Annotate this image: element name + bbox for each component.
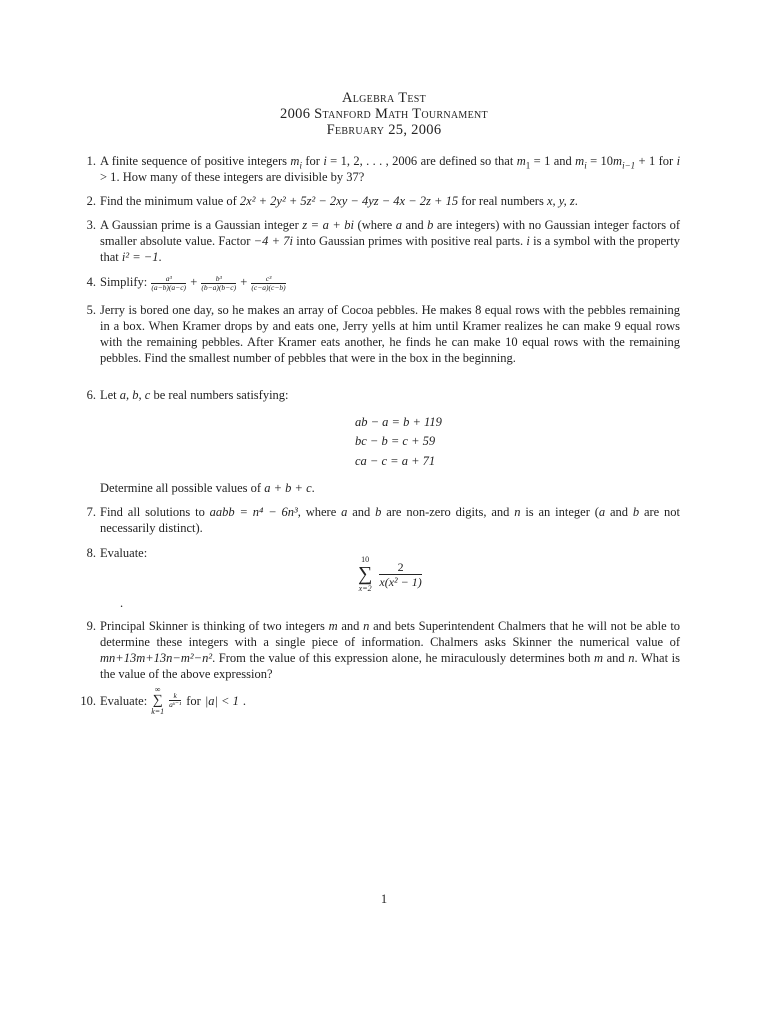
summand-fraction: $\frac{2}{\text{x(x² − 1)}}$	[379, 559, 422, 589]
problem-number: 6.	[86, 388, 96, 402]
problem-text: Let a, b, c be real numbers satisfying:	[100, 388, 289, 402]
problem-number: 5.	[86, 303, 96, 317]
problem-text: Principal Skinner is thinking of two integers m and n and bets Superintendent Chalmers that he will not be able to determine these integers with a single piece of information. Chalmers asks Skinner the numerical value of mn+13m+13n−m²−n². From the value of this expression alone, he miraculously determines both m and n. What is the value of the above expression?	[100, 619, 681, 681]
fraction-1: $\frac{\text{a³}}{(a-b)(a-c)}$	[151, 273, 187, 292]
problem-number: 8.	[86, 546, 96, 560]
fraction-2: $\frac{\text{b³}}{(b-a)(b-c)}$	[201, 273, 237, 292]
problem-text: A Gaussian prime is a Gaussian integer z = a + bi (where a and b are integers) with no Gaussian integer factors of smaller absolute value. Factor −4 + 7i into Gaussian primes with positive real parts. i is a symbol with the property that i² = −1.	[100, 218, 681, 264]
problem-6	[86, 387, 680, 403]
document-header	[0, 90, 768, 138]
problem-text: Evaluate:	[100, 546, 148, 560]
sigma-symbol: ∞ ∑ k=1	[151, 685, 165, 716]
test-date: February 25, 2006	[326, 122, 442, 138]
problem-number: 9.	[86, 619, 96, 633]
trailing-period: .	[120, 596, 124, 610]
summand-fraction: $\frac{k}{\text{aᵏ⁻¹}}$	[169, 691, 182, 709]
problem-5	[86, 302, 680, 366]
problem-7	[86, 504, 681, 536]
problem-number: 4.	[86, 275, 96, 289]
problem-6-question	[100, 480, 680, 496]
problem-9	[86, 618, 681, 682]
summation-expression	[358, 555, 423, 593]
problem-1	[86, 153, 681, 185]
problem-text: Determine all possible values of a + b + c.	[100, 481, 315, 495]
problem-text: Simplify: $\frac{\text{a³}}{(a-b)(a-c)}$ + $\frac{\text{b³}}{(b-a)(b-c)}$ + $\frac{\text{c³}}{(c-a)(c-b)}$	[100, 273, 286, 292]
problem-text: Find the minimum value of 2x² + 2y² + 5z² − 2xy − 4yz − 4x − 2z + 15 for real numbers x, y, z.	[100, 194, 578, 208]
problem-number: 3.	[86, 218, 96, 232]
problem-4	[86, 273, 680, 292]
problem-text: Jerry is bored one day, so he makes an array of Cocoa pebbles. He makes 8 equal rows with the pebbles remaining in a box. When Kramer drops by and eats one, Jerry yells at him until Kramer realizes he can make 9 equal rows with the remaining pebbles. After Kramer eats another, he finds he can make 10 equal rows with the remaining pebbles. Find the smallest number of pebbles that were in the box in the beginning.	[100, 303, 680, 365]
problem-text: Find all solutions to aabb = n⁴ − 6n³, where a and b are non-zero digits, and n is an integer (a and b are not necessarily distinct).	[100, 505, 681, 535]
fraction-3: $\frac{\text{c³}}{(c-a)(c-b)}$	[251, 273, 286, 292]
equation-2: bc − b = c + 59	[355, 434, 436, 448]
problem-text: Evaluate: ∞ ∑ k=1 $\frac{k}{\text{aᵏ⁻¹}}$ for |a| < 1 .	[100, 685, 246, 716]
tournament-name: 2006 Stanford Math Tournament	[280, 106, 488, 122]
equation-3: ca − c = a + 71	[355, 454, 436, 468]
polynomial-expression: 2x² + 2y² + 5z² − 2xy − 4yz − 4x − 2z + 15	[239, 194, 459, 208]
problem-3	[86, 217, 681, 265]
sigma-symbol: 10 ∑ x=2	[358, 555, 373, 593]
problem-number: 10.	[80, 694, 96, 708]
problem-number: 7.	[86, 505, 96, 519]
page-number: 1	[380, 892, 388, 906]
problem-number: 1.	[86, 154, 96, 168]
problem-2	[86, 193, 680, 209]
problem-text: A finite sequence of positive integers $m_i$ for i = 1, 2, . . . , 2006 are defined so that $m_1 = 1$ and $m_i = 10m_{i-1} + 1$ for i > 1. How many of these integers are divisible by 37?	[100, 154, 681, 184]
equation-1: ab − a = b + 119	[355, 415, 442, 429]
problem-10	[80, 685, 680, 716]
test-title: Algebra Test	[341, 90, 427, 106]
problem-number: 2.	[86, 194, 96, 208]
